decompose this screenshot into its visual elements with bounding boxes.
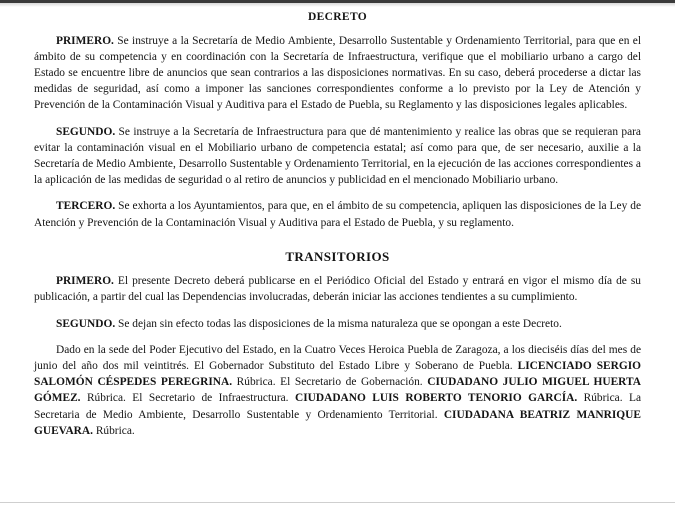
- signatory-after-governor: Rúbrica. El Secretario de Gobernación.: [232, 376, 428, 389]
- article-segundo-text: Se instruye a la Secretaría de Infraestructura para que dé mantenimiento y realice las obras que se requieran para evitar la contaminación visual en el Mobiliario urbano de competencia estatal; así como para que, de ser necesario, auxilie a la Secretaría de Medio Ambiente, Desarrollo Sustentable y Ordenamiento Territorial, en la ejecución de las acciones correspondientes a la aplicación de las medidas de seguridad o al retiro de anuncios y publicidad en el mencionado Mobiliario urbano.: [34, 125, 641, 187]
- transitorio-segundo-lead: SEGUNDO.: [56, 317, 116, 330]
- article-tercero-text: Se exhorta a los Ayuntamientos, para que, en el ámbito de su competencia, apliquen las disposiciones de la Ley de Atención y Prevención de la Contaminación Visual y Auditiva para el Estado de Puebla, y su reglamento.: [34, 200, 641, 229]
- signatory-name-gobernacion: CIUDADANO JULIO MIGUEL HUERTA GÓMEZ.: [34, 376, 641, 405]
- signatory-name-infraestructura: CIUDADANO LUIS ROBERTO TENORIO GARCÍA.: [294, 392, 578, 405]
- document-page: [0, 7, 675, 503]
- signatory-name-governor: LICENCIADO SERGIO SALOMÓN CÉSPEDES PEREGRINA.: [34, 359, 642, 389]
- transitorio-primero: [34, 273, 641, 305]
- signatory-after-gobernacion: Rúbrica. El Secretario de Infraestructura.: [80, 392, 295, 405]
- page-title-decreto: DECRETO: [307, 11, 368, 23]
- section-title-transitorios: TRANSITORIOS: [285, 248, 390, 264]
- article-segundo-lead: SEGUNDO.: [56, 125, 116, 138]
- article-tercero-lead: TERCERO.: [56, 200, 116, 213]
- article-primero: [34, 33, 641, 114]
- article-tercero: [34, 198, 641, 230]
- closing-paragraph: [34, 342, 641, 439]
- transitorio-segundo-text: Se dejan sin efecto todas las disposiciones de la misma naturaleza que se opongan a este Decreto.: [115, 317, 562, 330]
- closing-intro: Dado en la sede del Poder Ejecutivo del Estado, en la Cuatro Veces Heroica Puebla de Zaragoza, a los dieciséis días del mes de junio del año dos mil veintitrés. El Gobernador Substituto del Estado Libre y Soberano de Puebla.: [34, 343, 641, 372]
- signatory-after-medio-ambiente: Rúbrica.: [92, 424, 135, 437]
- article-primero-lead: PRIMERO.: [56, 34, 114, 47]
- transitorio-segundo: [34, 316, 641, 332]
- article-segundo: [34, 124, 641, 189]
- document-body: [34, 7, 641, 439]
- signatory-after-infraestructura: Rúbrica. La Secretaria de Medio Ambiente, Desarrollo Sustentable y Ordenamiento Territorial.: [34, 392, 641, 421]
- transitorio-primero-text: El presente Decreto deberá publicarse en el Periódico Oficial del Estado y entrará en vigor el mismo día de su publicación, a partir del cual las Dependencias involucradas, deberán iniciar las acciones tendientes a su cumplimiento.: [34, 275, 641, 304]
- signatory-name-medio-ambiente: CIUDADANA BEATRIZ MANRIQUE GUEVARA.: [34, 408, 641, 437]
- page-bottom-rule: [0, 502, 675, 503]
- article-primero-text: Se instruye a la Secretaría de Medio Ambiente, Desarrollo Sustentable y Ordenamiento Territorial, para que en el ámbito de su competencia y en coordinación con la Secretaría de Infraestructura, verifique que el mobiliario urbano a cargo del Estado se encuentre libre de anuncios que sean contrarios a las disposiciones normativas. En su caso, deberá procederse a dictar las medidas de seguridad, así como a imponer las sanciones correspondientes conforme a lo previsto por la Ley de Atención y Prevención de la Contaminación Visual y Auditiva para el Estado de Puebla, su Reglamento y las disposiciones legales aplicables.: [34, 34, 641, 112]
- transitorio-primero-lead: PRIMERO.: [56, 275, 114, 288]
